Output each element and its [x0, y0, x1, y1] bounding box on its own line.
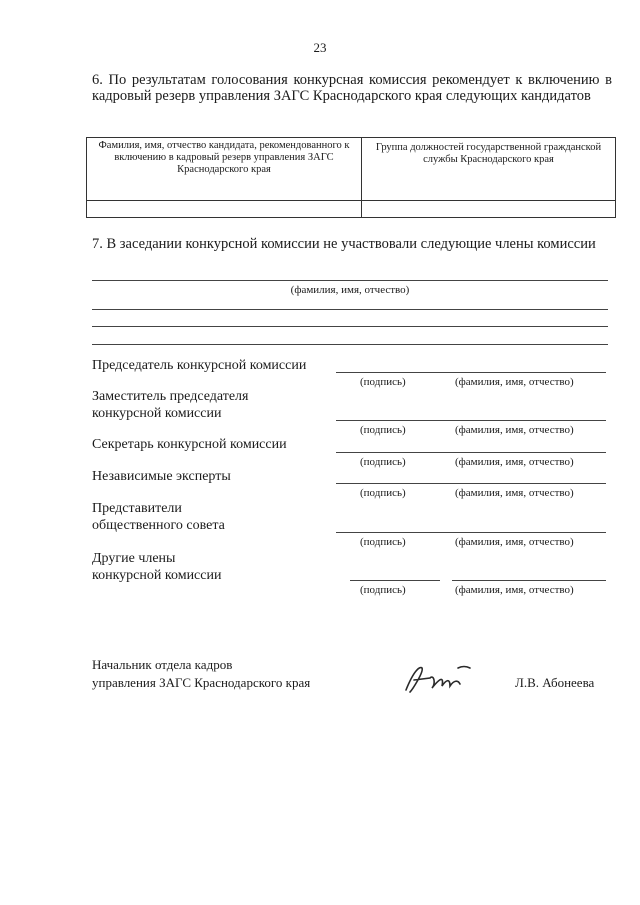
other-members-label-1: Другие члены	[92, 551, 176, 566]
chairman-signature-line	[336, 372, 606, 373]
other-members-name-line	[452, 580, 606, 581]
deputy-label-1: Заместитель председателя	[92, 389, 249, 404]
absent-member-line	[92, 280, 608, 281]
section-6-text: 6. По результатам голосования конкурсная комиссия рекомендует к включению в кадровый резерв управления ЗАГС Краснодарского края следующих кандидатов	[92, 72, 612, 104]
deputy-sign-caption: (подпись)	[360, 424, 406, 436]
public-council-signature-line	[336, 532, 606, 533]
experts-sign-caption: (подпись)	[360, 487, 406, 499]
other-members-name-caption: (фамилия, имя, отчество)	[455, 584, 574, 596]
footer-position	[92, 656, 310, 692]
other-members-label-2: конкурсной комиссии	[92, 568, 222, 583]
deputy-name-caption: (фамилия, имя, отчество)	[455, 424, 574, 436]
deputy-label-2: конкурсной комиссии	[92, 406, 222, 421]
secretary-name-caption: (фамилия, имя, отчество)	[455, 456, 574, 468]
table-cell	[87, 201, 362, 218]
secretary-sign-caption: (подпись)	[360, 456, 406, 468]
table-row	[87, 201, 616, 218]
table-cell	[362, 201, 616, 218]
table-header-candidate: Фамилия, имя, отчество кандидата, рекомендованного к включению в кадровый резерв управления ЗАГС Краснодарского края	[87, 138, 362, 201]
page-number: 23	[313, 40, 327, 55]
handwritten-signature	[400, 660, 480, 700]
candidates-table	[86, 137, 616, 218]
footer-position-line-1: Начальник отдела кадров	[92, 657, 233, 672]
public-council-sign-caption: (подпись)	[360, 536, 406, 548]
experts-signature-line	[336, 483, 606, 484]
chairman-label: Председатель конкурсной комиссии	[92, 358, 307, 373]
absent-member-caption: (фамилия, имя, отчество)	[290, 284, 410, 296]
deputy-signature-line	[336, 420, 606, 421]
other-members-signature-line	[350, 580, 440, 581]
chairman-name-caption: (фамилия, имя, отчество)	[455, 376, 574, 388]
absent-member-line	[92, 326, 608, 327]
absent-member-line	[92, 309, 608, 310]
public-council-label-1: Представители	[92, 501, 182, 516]
experts-label: Независимые эксперты	[92, 469, 231, 484]
section-7-text: 7. В заседании конкурсной комиссии не участвовали следующие члены комиссии	[92, 236, 596, 252]
secretary-signature-line	[336, 452, 606, 453]
signer-name: Л.В. Абонеева	[515, 675, 595, 690]
other-members-sign-caption: (подпись)	[360, 584, 406, 596]
footer-position-line-2: управления ЗАГС Краснодарского края	[92, 675, 311, 690]
table-header-row	[87, 138, 616, 201]
public-council-name-caption: (фамилия, имя, отчество)	[455, 536, 574, 548]
absent-member-line	[92, 344, 608, 345]
experts-name-caption: (фамилия, имя, отчество)	[455, 487, 574, 499]
secretary-label: Секретарь конкурсной комиссии	[92, 437, 287, 452]
public-council-label-2: общественного совета	[92, 518, 225, 533]
table-header-position-group: Группа должностей государственной гражданской службы Краснодарского края	[362, 138, 616, 201]
chairman-sign-caption: (подпись)	[360, 376, 406, 388]
